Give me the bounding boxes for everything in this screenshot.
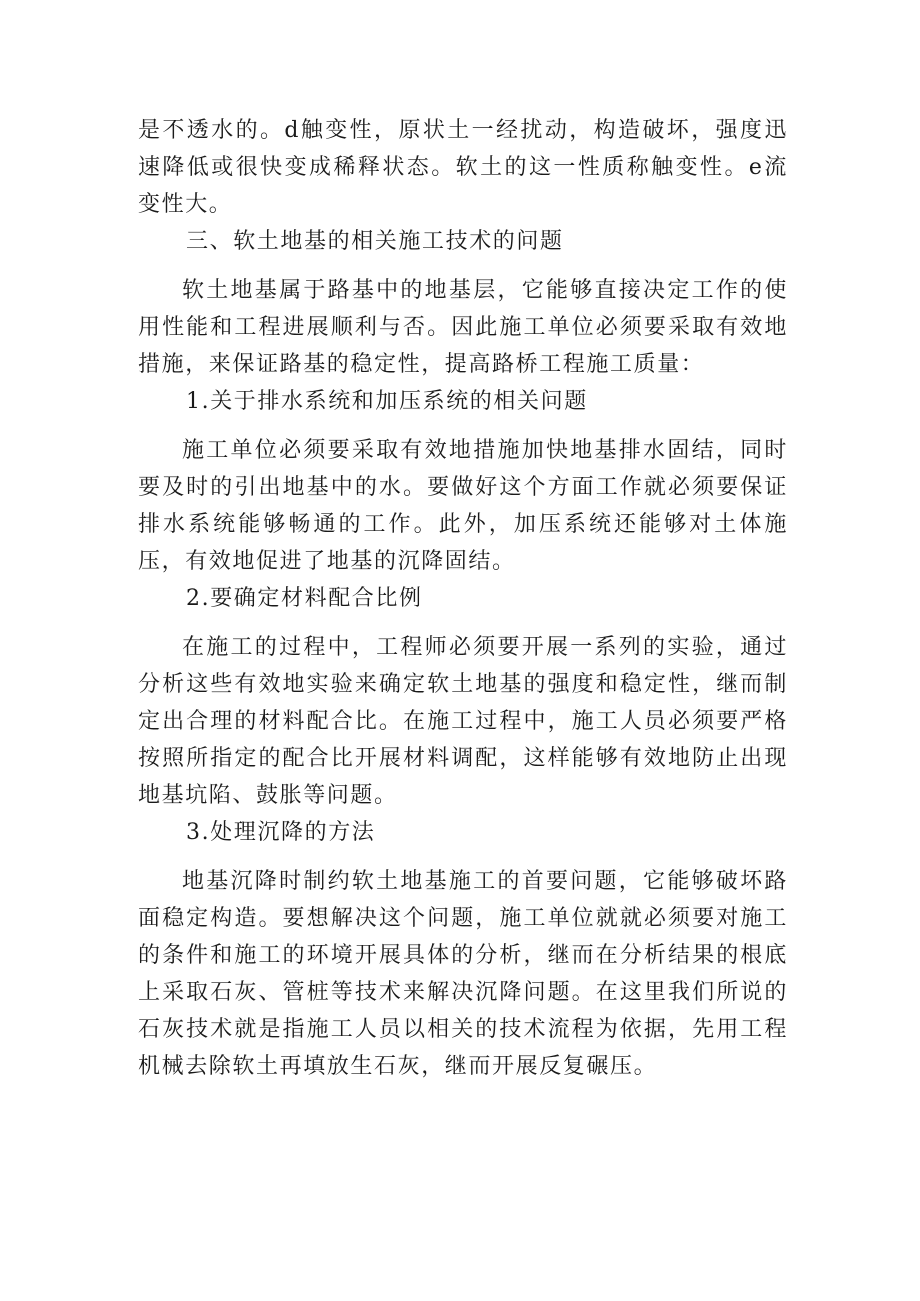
subsection-heading-1: 1.关于排水系统和加压系统的相关问题 [186,389,588,414]
paragraph-soft-soil-intro: 软土地基属于路基中的地基层，它能够直接决定工作的使用性能和工程进展顺利与否。因此施工单位必须要采取有效地措施，来保证路基的稳定性，提高路桥工程施工质量： [138,278,788,377]
paragraph-material-ratio: 在施工的过程中，工程师必须要开展一系列的实验，通过分析这些有效地实验来确定软土地基的强度和稳定性，继而制定出合理的材料配合比。在施工过程中，施工人员必须要严格按照所指定的配合比开展材料调配，这样能够有效地防止出现地基坑陷、鼓胀等问题。 [138,635,788,808]
subsection-heading-3: 3.处理沉降的方法 [186,820,376,845]
paragraph-drainage: 施工单位必须要采取有效地措施加快地基排水固结，同时要及时的引出地基中的水。要做好这个方面工作就必须要保证排水系统能够畅通的工作。此外，加压系统还能够对土体施压，有效地促进了地基的沉降固结。 [138,438,788,574]
subsection-heading-2: 2.要确定材料配合比例 [186,586,423,611]
section-heading-3: 三、软土地基的相关施工技术的问题 [186,229,564,254]
paragraph-continuation: 是不透水的。d触变性，原状土一经扰动，构造破坏，强度迅速降低或很快变成稀释状态。软土的这一性质称触变性。e流变性大。 [138,118,788,217]
paragraph-settlement: 地基沉降时制约软土地基施工的首要问题，它能够破坏路面稳定构造。要想解决这个问题，施工单位就就必须要对施工的条件和施工的环境开展具体的分析，继而在分析结果的根底上采取石灰、管桩等技术来解决沉降问题。在这里我们所说的石灰技术就是指施工人员以相关的技术流程为依据，先用工程机械去除软土再填放生石灰，继而开展反复碾压。 [138,869,788,1079]
document-page [138,112,788,1085]
